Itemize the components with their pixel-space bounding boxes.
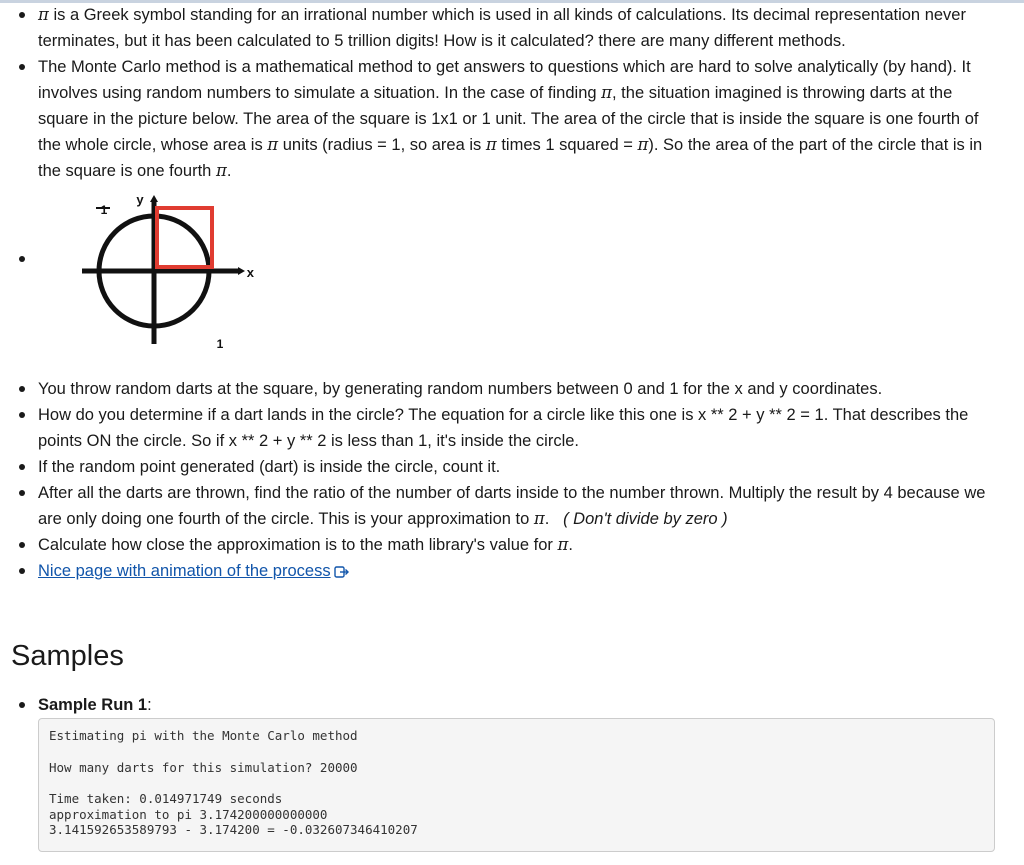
unit-circle-figure	[70, 192, 254, 352]
intro-text: is a Greek symbol standing for an irrational number which is used in all kinds of calculations. Its decimal representation never terminates, but it has been calculated to 5 trillion digits! How is it calculated? there are many different methods.	[38, 6, 966, 50]
bullet-dot	[19, 464, 25, 470]
monte-carlo-text: ). So the area of the part of the circle that is in the square is one fourth	[38, 136, 983, 180]
code-spacer	[49, 775, 984, 791]
sample-run-colon: :	[147, 696, 152, 714]
figure-list-item	[0, 184, 1024, 364]
code-line: 3.141592653589793 - 3.174200 = -0.032607346410207	[49, 822, 418, 837]
monte-carlo-text: The Monte Carlo method is a mathematical method to get answers to questions which are hard to solve analytically (by hand). It involves using random numbers to simulate a situation. In the case of finding	[38, 58, 971, 102]
label-y: y	[136, 192, 144, 207]
x-axis-arrow	[238, 267, 245, 275]
sample-output-block	[38, 718, 995, 852]
label-x: x	[246, 265, 254, 280]
intro-list	[0, 2, 1024, 364]
step-text: .	[544, 510, 564, 528]
code-line: How many darts for this simulation? 20000	[49, 759, 358, 775]
bullet-dot	[19, 386, 25, 392]
animation-page-link[interactable]: Nice page with animation of the process	[38, 562, 331, 580]
step-text: If the random point generated (dart) is inside the circle, count it.	[38, 458, 501, 476]
samples-heading: Samples	[11, 640, 124, 672]
list-item	[0, 2, 1024, 54]
bullet-dot	[19, 542, 25, 548]
monte-carlo-text: times 1 squared =	[496, 136, 638, 154]
bullet-dot	[19, 568, 25, 574]
list-item	[0, 692, 1024, 718]
step-text: .	[568, 536, 573, 554]
step-text: You throw random darts at the square, by generating random numbers between 0 and 1 for the x and y coordinates.	[38, 380, 883, 398]
pi-symbol: π	[637, 135, 649, 154]
code-line: approximation to pi 3.174200000000000	[49, 806, 328, 822]
samples-list	[0, 692, 1024, 718]
steps-list	[0, 376, 1024, 587]
list-item	[0, 480, 1024, 532]
list-item	[0, 54, 1024, 184]
pi-symbol: π	[533, 509, 545, 528]
bullet-dot	[19, 702, 25, 708]
pi-symbol: π	[215, 161, 227, 180]
list-item	[0, 454, 1024, 480]
list-item	[0, 376, 1024, 402]
monte-carlo-text: , the situation imagined is throwing darts at the square in the picture below. The area of the square is 1x1 or 1 unit. The area of the circle that is inside the square is one fourth of the whole circle, whose area is	[38, 84, 979, 154]
pi-symbol: π	[485, 135, 497, 154]
pi-symbol: π	[267, 135, 279, 154]
bullet-dot	[19, 490, 25, 496]
code-line: Estimating pi with the Monte Carlo method	[49, 728, 358, 743]
bullet-dot	[19, 256, 25, 262]
pi-symbol: π	[601, 83, 613, 102]
step-text: Calculate how close the approximation is to the math library's value for	[38, 536, 558, 554]
external-link-icon[interactable]	[334, 561, 350, 587]
label-one-bottom: 1	[216, 337, 224, 351]
code-spacer	[49, 744, 984, 760]
bullet-dot	[19, 64, 25, 70]
step-text: After all the darts are thrown, find the ratio of the number of darts inside to the number thrown. Multiply the result by 4 because we are only doing one fourth of the circle. This is your approximation to	[38, 484, 986, 528]
monte-carlo-text: units (radius = 1, so area is	[278, 136, 486, 154]
divide-by-zero-note: ( Don't divide by zero )	[563, 510, 728, 528]
pi-symbol: π	[38, 5, 49, 24]
monte-carlo-text: .	[226, 162, 232, 180]
list-item	[0, 402, 1024, 454]
list-item	[0, 532, 1024, 558]
step-text: How do you determine if a dart lands in the circle? The equation for a circle like this one is x ** 2 + y ** 2 = 1. That describes the points ON the circle. So if x ** 2 + y ** 2 is less than 1, it's inside the circle.	[38, 406, 969, 450]
label-one-top: 1	[100, 203, 108, 217]
bullet-dot	[19, 412, 25, 418]
sample-run-label: Sample Run 1	[38, 696, 148, 714]
code-line: Time taken: 0.014971749 seconds	[49, 791, 283, 806]
pi-symbol: π	[557, 535, 569, 554]
y-axis-arrow	[150, 195, 158, 202]
bullet-dot	[19, 12, 25, 18]
list-item	[0, 558, 1024, 587]
